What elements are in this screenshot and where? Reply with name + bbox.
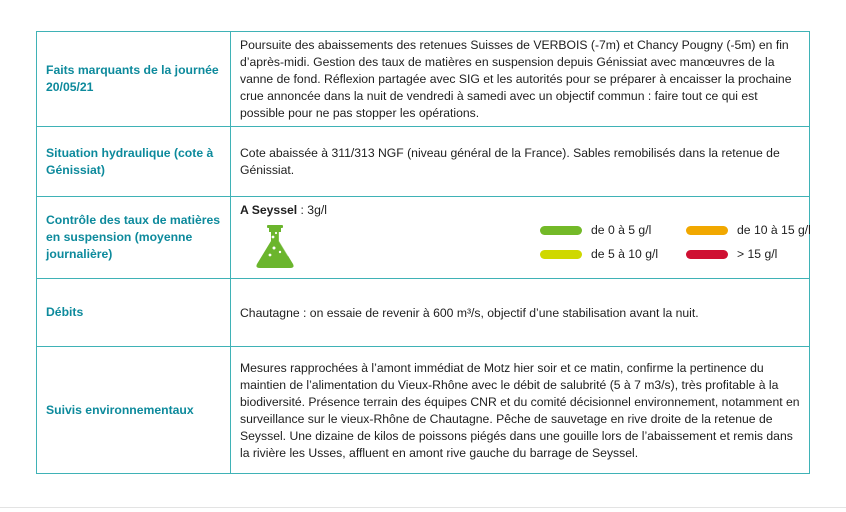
row-content-controle-mes	[231, 197, 810, 279]
bottom-divider	[0, 507, 846, 508]
row-label-controle-mes: Contrôle des taux de matières en suspension (moyenne journalière)	[37, 197, 231, 279]
legend-item-10-15	[686, 222, 811, 239]
table-row-situation-hydraulique	[37, 127, 810, 197]
row-label-situation-hydraulique: Situation hydraulique (cote à Génissiat)	[37, 127, 231, 197]
legend-swatch	[686, 250, 728, 259]
legend-swatch	[540, 250, 582, 259]
daily-report-table	[36, 31, 810, 474]
row-label-suivis-environnementaux: Suivis environnementaux	[37, 347, 231, 474]
site-reading	[240, 202, 327, 219]
row-text-debits: Chautagne : on essaie de revenir à 600 m³/s, objectif d’une stabilisation avant la nuit.	[231, 279, 810, 347]
table-row-suivis-environnementaux	[37, 347, 810, 474]
table-row-debits	[37, 279, 810, 347]
mes-legend	[540, 222, 830, 266]
legend-label: de 0 à 5 g/l	[591, 223, 652, 237]
site-value: : 3g/l	[297, 203, 327, 217]
row-label-faits-marquants: Faits marquants de la journée 20/05/21	[37, 32, 231, 127]
mes-panel	[240, 202, 811, 274]
legend-label: de 5 à 10 g/l	[591, 247, 659, 261]
row-label-debits: Débits	[37, 279, 231, 347]
legend-item-0-5	[540, 222, 651, 239]
legend-swatch	[686, 226, 728, 235]
site-name: A Seyssel	[240, 203, 298, 217]
legend-item-over-15	[686, 246, 777, 263]
row-text-suivis-environnementaux: Mesures rapprochées à l’amont immédiat de Motz hier soir et ce matin, confirme la pertinence du maintien de l’alimentation du Vieux-Rhône avec le débit de salubrité (5 à 7 m3/s), très profitable à la biodiversité. Présence terrain des équipes CNR et du comité décisionnel environnement, notamment en surveillance sur le vieux-Rhône de Chautagne. Pêche de sauvetage en rive droite de la retenue de Seyssel. Une dizaine de kilos de poissons piégés dans une gouille lors de l’abaissement et remis dans la rivière les Usses, affluent en amont rive gauche du barrage de Seyssel.	[231, 347, 810, 474]
row-text-faits-marquants: Poursuite des abaissements des retenues Suisses de VERBOIS (-7m) et Chancy Pougny (-5m) en fin d’après-midi. Gestion des taux de matières en suspension depuis Génissiat avec manœuvres de la vanne de fond. Réflexion partagée avec SIG et les autorités pour se préparer à encaisser la prochaine crue annoncée dans la nuit de vendredi à samedi avec un objectif commun : faire tout ce qui est possible pour ne pas stopper les opérations.	[231, 32, 810, 127]
row-text-situation-hydraulique: Cote abaissée à 311/313 NGF (niveau général de la France). Sables remobilisés dans la retenue de Génissiat.	[231, 127, 810, 197]
table-row-controle-mes	[37, 197, 810, 279]
legend-item-5-10	[540, 246, 658, 263]
flask-icon	[254, 224, 296, 270]
table-row-faits-marquants	[37, 32, 810, 127]
legend-label: de 10 à 15 g/l	[737, 223, 811, 237]
legend-swatch	[540, 226, 582, 235]
legend-label: > 15 g/l	[737, 247, 778, 261]
